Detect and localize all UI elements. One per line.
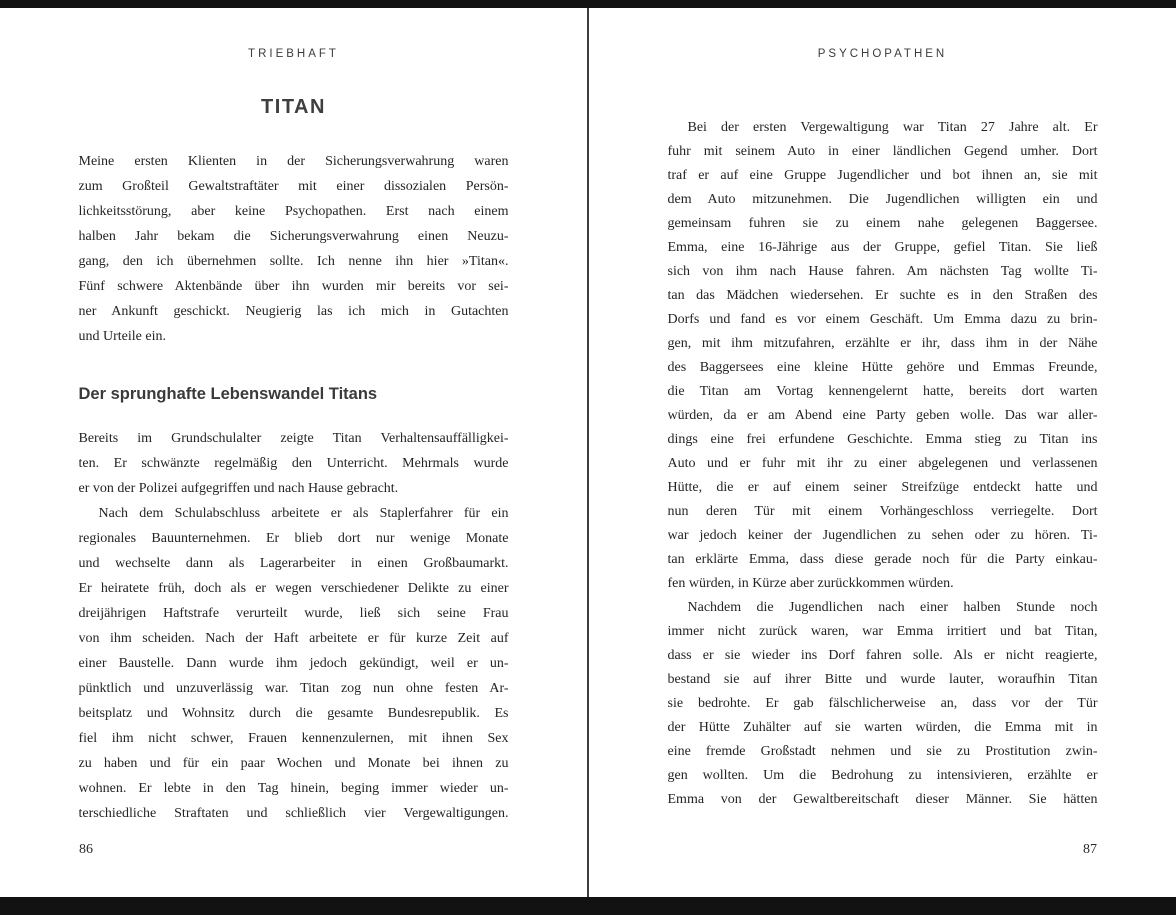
text-line: terschiedliche Straftaten und schließlich vier Vergewaltigungen.	[78, 806, 509, 821]
text-line: traf er auf eine Gruppe Jugendlicher und bot ihnen an, sie mit	[667, 168, 1098, 183]
text-line: immer nicht zurück waren, war Emma irritiert und bat Titan,	[667, 624, 1098, 639]
text-line: Meine ersten Klienten in der Sicherungsverwahrung waren	[78, 154, 509, 169]
text-line: zum Großteil Gewaltstraftäter mit einer dissozialen Persön-	[78, 179, 509, 194]
text-line: würden, da er am Abend eine Party geben wolle. Das war aller-	[667, 408, 1098, 423]
text-line: einer Baustelle. Dann wurde ihm jedoch gekündigt, weil er un-	[78, 656, 509, 671]
right-page-body	[668, 116, 1098, 812]
text-line: eine fremde Großstadt nehmen und sie zu Prostitution zwin-	[667, 744, 1098, 759]
section-heading: Der sprunghafte Lebenswandel Titans	[78, 385, 378, 403]
text-line: von ihm scheiden. Nach der Haft arbeitete er für kurze Zeit auf	[78, 631, 509, 646]
text-line: Hütte, die er auf einem seiner Streifzüge entdeckt hatte und	[667, 480, 1098, 495]
paragraph	[668, 596, 1098, 812]
right-page	[589, 8, 1176, 897]
text-line: Auto und er fuhr mit ihr zu einer abgelegenen und verlassenen	[667, 456, 1098, 471]
text-line: sich von ihm nach Hause fahren. Am nächsten Tag wollte Ti-	[667, 264, 1098, 279]
paragraph	[79, 426, 509, 501]
text-line: zu haben und für ein paar Wochen und Monate bei ihnen zu	[78, 756, 509, 771]
text-line: fiel ihm nicht schwer, Frauen kennenzulernen, mit ihnen Sex	[78, 731, 509, 746]
text-line: Nachdem die Jugendlichen nach einer halben Stunde noch	[687, 600, 1098, 615]
text-line: die Titan am Vortag kennengelernt hatte, bereits dort warten	[667, 384, 1098, 399]
text-line: tan erklärte Emma, dass diese gerade noch für die Party einkau-	[667, 552, 1098, 567]
text-line: Fünf schwere Aktenbände über ihn wurden mir bereits vor sei-	[78, 279, 509, 294]
text-line: tan das Mädchen wiedersehen. Er suchte es in den Straßen des	[667, 288, 1098, 303]
text-line: Emma, eine 16-Jährige aus der Gruppe, gefiel Titan. Sie ließ	[667, 240, 1098, 255]
text-line: lichkeitsstörung, aber keine Psychopathen. Erst nach einem	[78, 204, 509, 219]
text-line: des Baggersees eine kleine Hütte gehöre und Emmas Freunde,	[667, 360, 1098, 375]
text-line: sie bedrohte. Er gab fälschlicherweise an, dass vor der Tür	[667, 696, 1098, 711]
page-number-left: 86	[79, 842, 93, 857]
running-head-left: TRIEBHAFT	[248, 48, 339, 60]
text-line: fuhr mit seinem Auto in einer ländlichen Gegend umher. Dort	[667, 144, 1098, 159]
top-black-bar	[0, 0, 1176, 8]
text-line: fen würden, in Kürze aber zurückkommen würden.	[667, 576, 954, 591]
text-line: ner Ankunft geschickt. Neugierig las ich mich in Gutachten	[78, 304, 509, 319]
text-line: regionales Bauunternehmen. Er blieb dort nur wenige Monate	[78, 531, 509, 546]
text-line: nun deren Tür mit einem Vorhängeschloss verriegelte. Dort	[667, 504, 1098, 519]
text-line: und Urteile ein.	[78, 329, 166, 344]
text-line: Er heiratete früh, doch als er wegen verschiedener Delikte zu einer	[78, 581, 509, 596]
text-line: ten. Er schwänzte regelmäßig den Unterricht. Mehrmals wurde	[78, 456, 509, 471]
page-number-right: 87	[1083, 842, 1097, 857]
bottom-black-bar	[0, 897, 1176, 915]
text-line: Dorfs und fand es vor einem Geschäft. Um Emma dazu zu brin-	[667, 312, 1098, 327]
text-line: der Hütte Zuhälter auf sie warten würden, die Emma mit in	[667, 720, 1098, 735]
text-line: gen, mit ihm mitzufahren, erzählte er ihr, dass ihm in der Nähe	[667, 336, 1098, 351]
text-line: Bereits im Grundschulalter zeigte Titan Verhaltensauffälligkei-	[78, 431, 509, 446]
text-line: dass er sie wieder ins Dorf fahren solle. Als er nicht reagierte,	[667, 648, 1098, 663]
text-line: gemeinsam fuhren sie zu einem nahe gelegenen Baggersee.	[667, 216, 1098, 231]
text-line: beitsplatz und Wohnsitz durch die gesamte Bundesrepublik. Es	[78, 706, 509, 721]
text-line: dem Auto mitzunehmen. Die Jugendlichen willigten ein und	[667, 192, 1098, 207]
paragraph	[79, 149, 509, 349]
text-line: Nach dem Schulabschluss arbeitete er als Staplerfahrer für ein	[98, 506, 509, 521]
pages-container	[0, 8, 1176, 897]
text-line: bestand sie auf ihrer Bitte und wurde lauter, woraufhin Titan	[667, 672, 1098, 687]
text-line: pünktlich und unzuverlässig war. Titan zog nun ohne festen Ar-	[78, 681, 509, 696]
text-line: er von der Polizei aufgegriffen und nach Hause gebracht.	[78, 481, 399, 496]
running-head-right: PSYCHOPATHEN	[817, 48, 948, 60]
text-line: war jedoch keiner der Jugendlichen zu sehen oder zu hören. Ti-	[667, 528, 1098, 543]
text-line: gang, den ich übernehmen sollte. Ich nenne ihn hier »Titan«.	[78, 254, 509, 269]
text-line: halben Jahr bekam die Sicherungsverwahrung einen Neuzu-	[78, 229, 509, 244]
chapter-title: TITAN	[261, 96, 326, 118]
text-line: Bei der ersten Vergewaltigung war Titan 27 Jahre alt. Er	[687, 120, 1098, 135]
paragraph	[668, 116, 1098, 596]
text-line: und wechselte dann als Lagerarbeiter in einen Großbaumarkt.	[78, 556, 509, 571]
text-line: gen wollten. Um die Bedrohung zu intensivieren, erzählte er	[667, 768, 1098, 783]
paragraph	[79, 501, 509, 826]
left-page	[0, 8, 587, 897]
text-line: Emma von der Gewaltbereitschaft dieser Männer. Sie hätten	[667, 792, 1098, 807]
text-line: dreijährigen Haftstrafe verurteilt wurde, ließ sich seine Frau	[78, 606, 509, 621]
text-line: wohnen. Er lebte in den Tag hinein, beging immer wieder un-	[78, 781, 509, 796]
text-line: dings eine frei erfundene Geschichte. Emma stieg zu Titan ins	[667, 432, 1098, 447]
left-page-body	[79, 149, 509, 826]
